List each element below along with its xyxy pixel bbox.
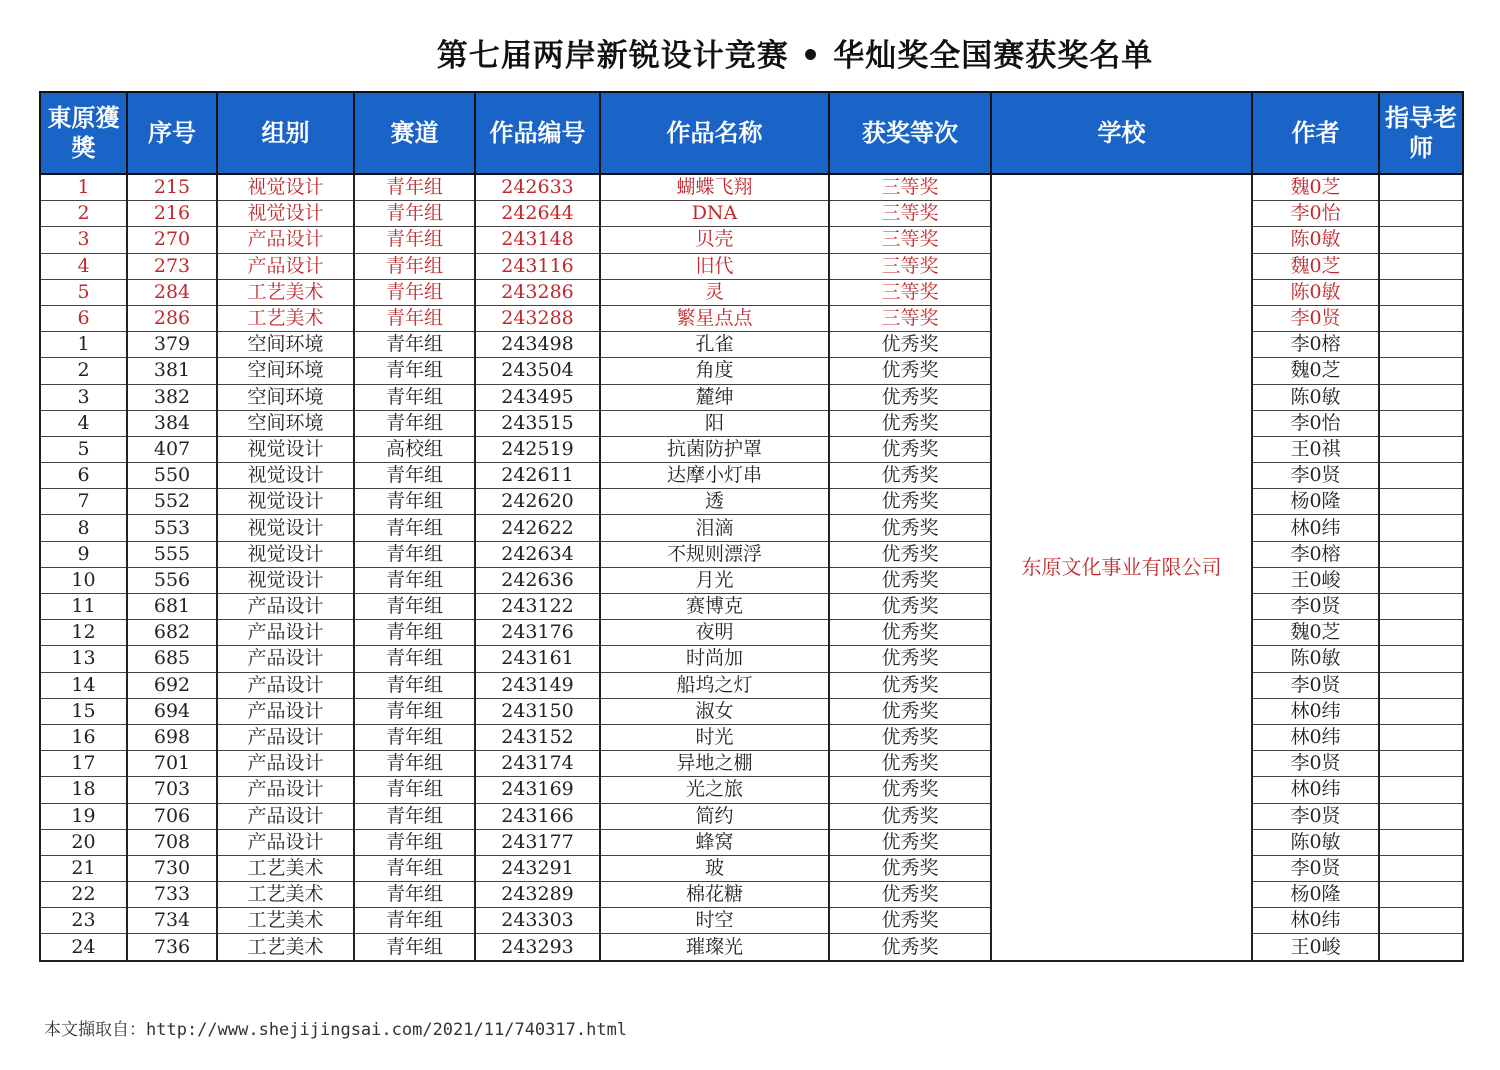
group-cell: 工艺美术: [217, 908, 354, 934]
award-level-cell: 优秀奖: [829, 672, 991, 698]
award-index-cell: 8: [40, 515, 127, 541]
seq-cell: 698: [127, 724, 217, 750]
teacher-cell: [1379, 410, 1463, 436]
group-cell: 产品设计: [217, 698, 354, 724]
teacher-cell: [1379, 751, 1463, 777]
award-level-cell: 优秀奖: [829, 489, 991, 515]
work-name-cell: 光之旅: [600, 777, 829, 803]
award-index-cell: 4: [40, 253, 127, 279]
seq-cell: 284: [127, 279, 217, 305]
author-cell: 陈0敏: [1252, 279, 1379, 305]
award-index-cell: 14: [40, 672, 127, 698]
award-level-cell: 三等奖: [829, 279, 991, 305]
seq-cell: 381: [127, 358, 217, 384]
group-cell: 视觉设计: [217, 174, 354, 201]
teacher-cell: [1379, 724, 1463, 750]
award-level-cell: 优秀奖: [829, 541, 991, 567]
author-cell: 王0峻: [1252, 567, 1379, 593]
group-cell: 工艺美术: [217, 279, 354, 305]
track-cell: 青年组: [354, 646, 475, 672]
author-cell: 李0怡: [1252, 201, 1379, 227]
group-cell: 视觉设计: [217, 463, 354, 489]
award-index-cell: 13: [40, 646, 127, 672]
track-cell: 青年组: [354, 253, 475, 279]
award-index-cell: 2: [40, 201, 127, 227]
track-cell: 青年组: [354, 908, 475, 934]
teacher-cell: [1379, 882, 1463, 908]
work-name-cell: DNA: [600, 201, 829, 227]
source-url[interactable]: http://www.shejijingsai.com/2021/11/740317.html: [146, 1020, 628, 1040]
award-index-cell: 24: [40, 934, 127, 961]
seq-cell: 553: [127, 515, 217, 541]
table-row: [40, 174, 1463, 201]
award-level-cell: 优秀奖: [829, 436, 991, 462]
work-name-cell: 异地之棚: [600, 751, 829, 777]
award-index-cell: 10: [40, 567, 127, 593]
author-cell: 林0纬: [1252, 724, 1379, 750]
code-cell: 243169: [475, 777, 600, 803]
teacher-cell: [1379, 463, 1463, 489]
track-cell: 青年组: [354, 279, 475, 305]
seq-cell: 273: [127, 253, 217, 279]
track-cell: 青年组: [354, 829, 475, 855]
teacher-cell: [1379, 620, 1463, 646]
source-label: 本文擷取自：: [44, 1020, 146, 1040]
group-cell: 产品设计: [217, 672, 354, 698]
author-cell: 魏0芝: [1252, 620, 1379, 646]
seq-cell: 286: [127, 305, 217, 331]
track-cell: 青年组: [354, 672, 475, 698]
work-name-cell: 赛博克: [600, 594, 829, 620]
author-cell: 王0峻: [1252, 934, 1379, 961]
code-cell: 243116: [475, 253, 600, 279]
teacher-cell: [1379, 567, 1463, 593]
award-index-cell: 18: [40, 777, 127, 803]
code-cell: 243174: [475, 751, 600, 777]
work-name-cell: 泪滴: [600, 515, 829, 541]
seq-cell: 706: [127, 803, 217, 829]
teacher-cell: [1379, 201, 1463, 227]
work-name-cell: 棉花糖: [600, 882, 829, 908]
award-level-cell: 优秀奖: [829, 358, 991, 384]
group-cell: 视觉设计: [217, 515, 354, 541]
source-note: [44, 1015, 627, 1040]
author-cell: 魏0芝: [1252, 174, 1379, 201]
group-cell: 工艺美术: [217, 855, 354, 881]
teacher-cell: [1379, 384, 1463, 410]
work-name-cell: 时空: [600, 908, 829, 934]
group-cell: 视觉设计: [217, 201, 354, 227]
group-cell: 产品设计: [217, 803, 354, 829]
award-level-cell: 优秀奖: [829, 594, 991, 620]
header-cell: 作者: [1252, 92, 1379, 174]
code-cell: 243161: [475, 646, 600, 672]
teacher-cell: [1379, 174, 1463, 201]
track-cell: 青年组: [354, 489, 475, 515]
group-cell: 视觉设计: [217, 541, 354, 567]
author-cell: 李0榕: [1252, 541, 1379, 567]
group-cell: 产品设计: [217, 253, 354, 279]
code-cell: 242622: [475, 515, 600, 541]
author-cell: 李0贤: [1252, 803, 1379, 829]
track-cell: 青年组: [354, 882, 475, 908]
seq-cell: 730: [127, 855, 217, 881]
track-cell: 青年组: [354, 410, 475, 436]
teacher-cell: [1379, 594, 1463, 620]
teacher-cell: [1379, 332, 1463, 358]
header-cell: 序号: [127, 92, 217, 174]
code-cell: 243504: [475, 358, 600, 384]
teacher-cell: [1379, 358, 1463, 384]
seq-cell: 685: [127, 646, 217, 672]
author-cell: 陈0敏: [1252, 384, 1379, 410]
header-cell: 学校: [991, 92, 1252, 174]
seq-cell: 550: [127, 463, 217, 489]
track-cell: 青年组: [354, 201, 475, 227]
author-cell: 王0祺: [1252, 436, 1379, 462]
award-index-cell: 7: [40, 489, 127, 515]
award-level-cell: 优秀奖: [829, 751, 991, 777]
work-name-cell: 淑女: [600, 698, 829, 724]
teacher-cell: [1379, 934, 1463, 961]
work-name-cell: 月光: [600, 567, 829, 593]
author-cell: 李0贤: [1252, 463, 1379, 489]
teacher-cell: [1379, 672, 1463, 698]
author-cell: 林0纬: [1252, 908, 1379, 934]
award-level-cell: 优秀奖: [829, 567, 991, 593]
author-cell: 杨0隆: [1252, 882, 1379, 908]
award-index-cell: 11: [40, 594, 127, 620]
seq-cell: 694: [127, 698, 217, 724]
group-cell: 空间环境: [217, 384, 354, 410]
track-cell: 青年组: [354, 358, 475, 384]
award-level-cell: 优秀奖: [829, 882, 991, 908]
award-level-cell: 优秀奖: [829, 646, 991, 672]
seq-cell: 552: [127, 489, 217, 515]
award-index-cell: 15: [40, 698, 127, 724]
author-cell: 李0贤: [1252, 751, 1379, 777]
award-index-cell: 19: [40, 803, 127, 829]
author-cell: 林0纬: [1252, 698, 1379, 724]
award-level-cell: 优秀奖: [829, 698, 991, 724]
code-cell: 243177: [475, 829, 600, 855]
award-index-cell: 2: [40, 358, 127, 384]
header-cell: 作品名称: [600, 92, 829, 174]
track-cell: 青年组: [354, 174, 475, 201]
group-cell: 产品设计: [217, 751, 354, 777]
award-index-cell: 22: [40, 882, 127, 908]
award-level-cell: 三等奖: [829, 201, 991, 227]
header-cell: 作品编号: [475, 92, 600, 174]
teacher-cell: [1379, 829, 1463, 855]
author-cell: 陈0敏: [1252, 646, 1379, 672]
track-cell: 青年组: [354, 541, 475, 567]
track-cell: 青年组: [354, 698, 475, 724]
seq-cell: 407: [127, 436, 217, 462]
group-cell: 产品设计: [217, 594, 354, 620]
seq-cell: 701: [127, 751, 217, 777]
award-index-cell: 6: [40, 463, 127, 489]
teacher-cell: [1379, 541, 1463, 567]
group-cell: 空间环境: [217, 410, 354, 436]
seq-cell: 692: [127, 672, 217, 698]
author-cell: 林0纬: [1252, 777, 1379, 803]
table-header-row: [40, 92, 1463, 174]
seq-cell: 216: [127, 201, 217, 227]
code-cell: 242620: [475, 489, 600, 515]
award-index-cell: 17: [40, 751, 127, 777]
teacher-cell: [1379, 515, 1463, 541]
seq-cell: 379: [127, 332, 217, 358]
award-index-cell: 1: [40, 332, 127, 358]
author-cell: 李0怡: [1252, 410, 1379, 436]
award-level-cell: 优秀奖: [829, 724, 991, 750]
code-cell: 243515: [475, 410, 600, 436]
track-cell: 青年组: [354, 855, 475, 881]
work-name-cell: 繁星点点: [600, 305, 829, 331]
track-cell: 青年组: [354, 594, 475, 620]
table-body: [40, 174, 1463, 961]
award-index-cell: 3: [40, 227, 127, 253]
group-cell: 产品设计: [217, 777, 354, 803]
award-level-cell: 优秀奖: [829, 829, 991, 855]
track-cell: 青年组: [354, 227, 475, 253]
code-cell: 243291: [475, 855, 600, 881]
work-name-cell: 璀璨光: [600, 934, 829, 961]
code-cell: 243303: [475, 908, 600, 934]
award-index-cell: 23: [40, 908, 127, 934]
award-index-cell: 9: [40, 541, 127, 567]
group-cell: 产品设计: [217, 620, 354, 646]
work-name-cell: 角度: [600, 358, 829, 384]
award-level-cell: 优秀奖: [829, 332, 991, 358]
author-cell: 杨0隆: [1252, 489, 1379, 515]
code-cell: 243289: [475, 882, 600, 908]
group-cell: 工艺美术: [217, 882, 354, 908]
awards-table: [39, 91, 1464, 962]
track-cell: 青年组: [354, 777, 475, 803]
teacher-cell: [1379, 227, 1463, 253]
author-cell: 陈0敏: [1252, 227, 1379, 253]
author-cell: 陈0敏: [1252, 829, 1379, 855]
award-index-cell: 20: [40, 829, 127, 855]
award-level-cell: 三等奖: [829, 227, 991, 253]
award-level-cell: 优秀奖: [829, 777, 991, 803]
header-cell: 指导老师: [1379, 92, 1463, 174]
seq-cell: 384: [127, 410, 217, 436]
code-cell: 242611: [475, 463, 600, 489]
author-cell: 李0贤: [1252, 305, 1379, 331]
track-cell: 青年组: [354, 332, 475, 358]
award-index-cell: 5: [40, 436, 127, 462]
work-name-cell: 抗菌防护罩: [600, 436, 829, 462]
group-cell: 视觉设计: [217, 489, 354, 515]
seq-cell: 215: [127, 174, 217, 201]
author-cell: 魏0芝: [1252, 358, 1379, 384]
group-cell: 产品设计: [217, 724, 354, 750]
track-cell: 青年组: [354, 620, 475, 646]
work-name-cell: 蜂窝: [600, 829, 829, 855]
work-name-cell: 时尚加: [600, 646, 829, 672]
seq-cell: 556: [127, 567, 217, 593]
page-title: 第七届两岸新锐设计竞赛 • 华灿奖全国赛获奖名单: [436, 38, 1154, 74]
teacher-cell: [1379, 253, 1463, 279]
track-cell: 青年组: [354, 567, 475, 593]
award-level-cell: 三等奖: [829, 253, 991, 279]
work-name-cell: 夜明: [600, 620, 829, 646]
code-cell: 242636: [475, 567, 600, 593]
code-cell: 243150: [475, 698, 600, 724]
seq-cell: 382: [127, 384, 217, 410]
group-cell: 视觉设计: [217, 567, 354, 593]
seq-cell: 733: [127, 882, 217, 908]
teacher-cell: [1379, 855, 1463, 881]
seq-cell: 681: [127, 594, 217, 620]
code-cell: 242519: [475, 436, 600, 462]
track-cell: 高校组: [354, 436, 475, 462]
author-cell: 李0贤: [1252, 672, 1379, 698]
author-cell: 林0纬: [1252, 515, 1379, 541]
teacher-cell: [1379, 777, 1463, 803]
group-cell: 视觉设计: [217, 436, 354, 462]
group-cell: 工艺美术: [217, 934, 354, 961]
header-cell: 获奖等次: [829, 92, 991, 174]
award-level-cell: 优秀奖: [829, 908, 991, 934]
work-name-cell: 达摩小灯串: [600, 463, 829, 489]
work-name-cell: 船坞之灯: [600, 672, 829, 698]
header-cell: 東原獲獎: [40, 92, 127, 174]
author-cell: 李0贤: [1252, 855, 1379, 881]
code-cell: 242633: [475, 174, 600, 201]
work-name-cell: 玻: [600, 855, 829, 881]
award-index-cell: 4: [40, 410, 127, 436]
teacher-cell: [1379, 646, 1463, 672]
track-cell: 青年组: [354, 305, 475, 331]
author-cell: 李0榕: [1252, 332, 1379, 358]
teacher-cell: [1379, 279, 1463, 305]
award-level-cell: 优秀奖: [829, 620, 991, 646]
award-index-cell: 5: [40, 279, 127, 305]
group-cell: 产品设计: [217, 227, 354, 253]
track-cell: 青年组: [354, 463, 475, 489]
seq-cell: 736: [127, 934, 217, 961]
teacher-cell: [1379, 908, 1463, 934]
code-cell: 242644: [475, 201, 600, 227]
track-cell: 青年组: [354, 515, 475, 541]
award-level-cell: 优秀奖: [829, 384, 991, 410]
work-name-cell: 简约: [600, 803, 829, 829]
award-index-cell: 12: [40, 620, 127, 646]
award-level-cell: 优秀奖: [829, 515, 991, 541]
award-index-cell: 16: [40, 724, 127, 750]
code-cell: 243495: [475, 384, 600, 410]
track-cell: 青年组: [354, 934, 475, 961]
work-name-cell: 贝壳: [600, 227, 829, 253]
track-cell: 青年组: [354, 803, 475, 829]
seq-cell: 682: [127, 620, 217, 646]
teacher-cell: [1379, 803, 1463, 829]
award-level-cell: 优秀奖: [829, 803, 991, 829]
code-cell: 243498: [475, 332, 600, 358]
award-level-cell: 优秀奖: [829, 855, 991, 881]
work-name-cell: 灵: [600, 279, 829, 305]
track-cell: 青年组: [354, 384, 475, 410]
award-level-cell: 优秀奖: [829, 463, 991, 489]
code-cell: 243176: [475, 620, 600, 646]
award-index-cell: 21: [40, 855, 127, 881]
code-cell: 243149: [475, 672, 600, 698]
code-cell: 243152: [475, 724, 600, 750]
teacher-cell: [1379, 489, 1463, 515]
work-name-cell: 旧代: [600, 253, 829, 279]
group-cell: 空间环境: [217, 358, 354, 384]
author-cell: 李0贤: [1252, 594, 1379, 620]
group-cell: 产品设计: [217, 646, 354, 672]
school-cell: 东原文化事业有限公司: [991, 174, 1252, 961]
award-index-cell: 3: [40, 384, 127, 410]
seq-cell: 270: [127, 227, 217, 253]
award-index-cell: 1: [40, 174, 127, 201]
work-name-cell: 时光: [600, 724, 829, 750]
work-name-cell: 麓绅: [600, 384, 829, 410]
code-cell: 243148: [475, 227, 600, 253]
work-name-cell: 孔雀: [600, 332, 829, 358]
award-index-cell: 6: [40, 305, 127, 331]
track-cell: 青年组: [354, 751, 475, 777]
track-cell: 青年组: [354, 724, 475, 750]
teacher-cell: [1379, 305, 1463, 331]
teacher-cell: [1379, 436, 1463, 462]
group-cell: 产品设计: [217, 829, 354, 855]
work-name-cell: 阳: [600, 410, 829, 436]
author-cell: 魏0芝: [1252, 253, 1379, 279]
award-level-cell: 优秀奖: [829, 410, 991, 436]
header-cell: 组别: [217, 92, 354, 174]
code-cell: 243122: [475, 594, 600, 620]
award-level-cell: 三等奖: [829, 174, 991, 201]
award-level-cell: 优秀奖: [829, 934, 991, 961]
header-cell: 赛道: [354, 92, 475, 174]
work-name-cell: 不规则漂浮: [600, 541, 829, 567]
work-name-cell: 蝴蝶飞翔: [600, 174, 829, 201]
award-level-cell: 三等奖: [829, 305, 991, 331]
seq-cell: 555: [127, 541, 217, 567]
code-cell: 243293: [475, 934, 600, 961]
code-cell: 242634: [475, 541, 600, 567]
seq-cell: 734: [127, 908, 217, 934]
seq-cell: 708: [127, 829, 217, 855]
code-cell: 243166: [475, 803, 600, 829]
group-cell: 工艺美术: [217, 305, 354, 331]
code-cell: 243286: [475, 279, 600, 305]
teacher-cell: [1379, 698, 1463, 724]
work-name-cell: 透: [600, 489, 829, 515]
seq-cell: 703: [127, 777, 217, 803]
code-cell: 243288: [475, 305, 600, 331]
group-cell: 空间环境: [217, 332, 354, 358]
